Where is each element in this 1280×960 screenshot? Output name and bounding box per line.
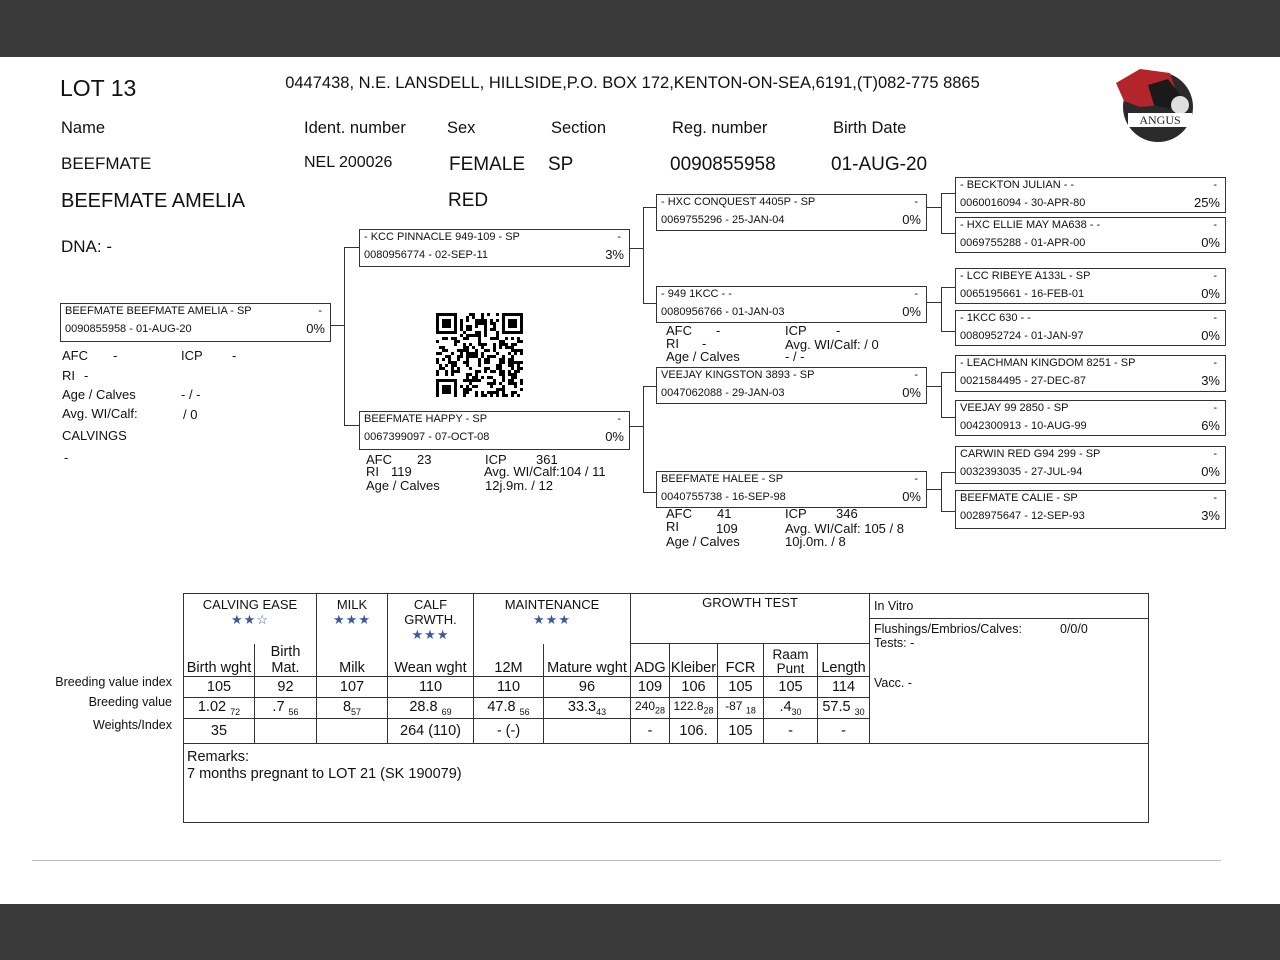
dam-ri-value: 119 bbox=[391, 464, 412, 479]
ggp-title: VEEJAY 99 2850 - SP bbox=[960, 402, 1069, 414]
weight-cell: - (-) bbox=[474, 718, 544, 743]
footer-divider bbox=[32, 860, 1221, 861]
connector bbox=[941, 193, 942, 233]
connector bbox=[926, 302, 941, 303]
ggp-title: - BECKTON JULIAN - - bbox=[960, 179, 1075, 191]
col-header: Birth wght bbox=[184, 644, 255, 677]
row-label-weights: Weights/Index bbox=[93, 718, 172, 732]
weight-cell: - bbox=[764, 718, 818, 743]
connector bbox=[926, 489, 941, 490]
group-label: MILK bbox=[336, 597, 368, 612]
connector bbox=[643, 386, 644, 492]
connector bbox=[926, 386, 941, 387]
logo-text: ANGUS bbox=[1139, 113, 1181, 127]
col-header: Birth Mat. bbox=[255, 644, 317, 677]
bv-accuracy: 30 bbox=[854, 706, 865, 717]
weight-cell: 35 bbox=[184, 718, 255, 743]
lot-number: LOT 13 bbox=[60, 75, 137, 101]
group-calving-ease bbox=[184, 594, 317, 644]
value-cell bbox=[718, 697, 764, 718]
col-header: Kleiber bbox=[670, 644, 718, 677]
star-rating: ★★☆ bbox=[231, 612, 269, 627]
remarks-text: 7 months pregnant to LOT 21 (SK 190079) bbox=[187, 765, 462, 782]
connector bbox=[941, 287, 955, 288]
bv-value: 8 bbox=[342, 698, 352, 715]
sire-pct: 3% bbox=[605, 247, 624, 262]
gp-pct: 0% bbox=[902, 304, 921, 319]
animal-section: SP bbox=[548, 154, 574, 175]
ggp-pct: 3% bbox=[1201, 373, 1220, 388]
bv-value: 47.8 bbox=[487, 698, 516, 715]
ri-value: - bbox=[84, 368, 89, 383]
age-value: - / - bbox=[181, 387, 201, 402]
connector bbox=[344, 247, 359, 248]
dam-icp-label: ICP bbox=[485, 452, 507, 467]
connector bbox=[941, 287, 942, 331]
gp-detail: 0047062088 - 29-JAN-03 bbox=[661, 387, 785, 399]
ggp-pct: 3% bbox=[1201, 508, 1220, 523]
animal-reg: 0090855958 bbox=[670, 154, 776, 175]
animal-name: BEEFMATE bbox=[61, 154, 152, 173]
breeder-address: 0447438, N.E. LANSDELL, HILLSIDE,P.O. BOX 172,KENTON-ON-SEA,6191,(T)082-775 8865 bbox=[285, 74, 980, 92]
ggp-detail: 0042300913 - 10-AUG-99 bbox=[960, 420, 1087, 432]
col-header: Raam Punt bbox=[764, 644, 818, 677]
bv-value: 1.02 bbox=[197, 698, 227, 715]
great-grandparent-box[interactable] bbox=[955, 217, 1226, 253]
ggp-title: - 1KCC 630 - - bbox=[960, 312, 1031, 324]
bv-value: .4 bbox=[779, 698, 792, 715]
value-cell bbox=[544, 697, 631, 718]
subject-pct: 0% bbox=[306, 321, 325, 336]
col-birth: Birth Date bbox=[833, 119, 907, 137]
breeding-value-table bbox=[183, 593, 1149, 823]
in-vitro-panel bbox=[870, 594, 1149, 744]
ggp-mark: - bbox=[1213, 357, 1217, 369]
ggp-title: - LEACHMAN KINGDOM 8251 - SP bbox=[960, 357, 1136, 369]
value-cell bbox=[764, 697, 818, 718]
flushings-value: 0/0/0 bbox=[1060, 622, 1088, 636]
wi-label: Avg. WI/Calf: bbox=[62, 406, 138, 421]
ggp-pct: 25% bbox=[1193, 195, 1220, 210]
ggp-mark: - bbox=[1213, 179, 1217, 191]
col-reg: Reg. number bbox=[672, 119, 768, 137]
ggp-title: BEEFMATE CALIE - SP bbox=[960, 492, 1078, 504]
bv-accuracy: 28 bbox=[703, 705, 714, 716]
group-label: CALF GRWTH. bbox=[404, 597, 457, 627]
ggp-mark: - bbox=[1213, 402, 1217, 414]
in-vitro-label: In Vitro bbox=[874, 599, 914, 613]
connector bbox=[941, 372, 942, 417]
great-grandparent-box[interactable] bbox=[955, 268, 1226, 304]
weight-cell: 106. bbox=[670, 718, 718, 743]
col-header: FCR bbox=[718, 644, 764, 677]
calvings-value: - bbox=[64, 450, 69, 465]
index-cell: 110 bbox=[474, 676, 544, 697]
ggp-title: - LCC RIBEYE A133L - SP bbox=[960, 270, 1091, 282]
gp-age-label: Age / Calves bbox=[666, 349, 740, 364]
top-frame bbox=[0, 0, 1280, 57]
gp-mark: - bbox=[914, 473, 918, 485]
connector bbox=[941, 372, 955, 373]
bottom-frame bbox=[0, 904, 1280, 960]
ggp-pct: 0% bbox=[1201, 235, 1220, 250]
value-cell bbox=[670, 697, 718, 718]
ggp-detail: 0069755288 - 01-APR-00 bbox=[960, 237, 1086, 249]
index-cell: 109 bbox=[631, 676, 670, 697]
col-sex: Sex bbox=[447, 119, 476, 137]
row-label-index: Breeding value index bbox=[55, 675, 172, 689]
pedigree-sheet bbox=[0, 57, 1280, 904]
weight-cell: 264 (110) bbox=[388, 718, 474, 743]
ggp-mark: - bbox=[1213, 448, 1217, 460]
subject-box[interactable] bbox=[60, 303, 331, 342]
index-cell: 105 bbox=[718, 676, 764, 697]
tests: Tests: - bbox=[874, 636, 915, 650]
animal-ident: NEL 200026 bbox=[304, 154, 393, 171]
subject-mark: - bbox=[318, 305, 322, 317]
connector bbox=[630, 248, 643, 249]
weight-cell: 105 bbox=[718, 718, 764, 743]
gp-afc-label: AFC bbox=[666, 323, 692, 338]
ggp-mark: - bbox=[1213, 270, 1217, 282]
star-rating: ★★★ bbox=[533, 612, 571, 627]
great-grandparent-box[interactable] bbox=[955, 177, 1226, 213]
dam-icp-value: 361 bbox=[536, 452, 558, 467]
dam-wi: Avg. WI/Calf:104 / 11 bbox=[484, 464, 606, 479]
gp-title: BEEFMATE HALEE - SP bbox=[661, 473, 784, 485]
gp-ri-label: RI bbox=[666, 519, 679, 534]
gp-ri-value: - bbox=[702, 336, 707, 351]
col-header: Milk bbox=[317, 644, 388, 677]
ggp-mark: - bbox=[1213, 492, 1217, 504]
great-grandparent-box[interactable] bbox=[955, 490, 1226, 529]
gp-mark: - bbox=[914, 288, 918, 300]
dam-afc-label: AFC bbox=[366, 452, 392, 467]
grandparent-box[interactable] bbox=[656, 194, 927, 231]
connector bbox=[344, 425, 359, 426]
great-grandparent-box[interactable] bbox=[955, 400, 1226, 436]
great-grandparent-box[interactable] bbox=[955, 355, 1226, 392]
bv-value: .7 bbox=[272, 698, 285, 715]
dam-mark: - bbox=[617, 413, 621, 425]
gp-mark: - bbox=[914, 369, 918, 381]
col-header: 12M bbox=[474, 644, 544, 677]
great-grandparent-box[interactable] bbox=[955, 310, 1226, 346]
grandparent-box[interactable] bbox=[656, 367, 927, 404]
gp-detail: 0040755738 - 16-SEP-98 bbox=[661, 491, 786, 503]
connector bbox=[941, 233, 955, 234]
bv-value: 28.8 bbox=[409, 698, 438, 715]
star-rating: ★★★ bbox=[411, 627, 450, 642]
value-cell bbox=[388, 697, 474, 718]
index-cell: 105 bbox=[184, 676, 255, 697]
gp-ri-label: RI bbox=[666, 336, 679, 351]
gp-title: - HXC CONQUEST 4405P - SP bbox=[661, 196, 816, 208]
animal-sex: FEMALE bbox=[449, 154, 526, 175]
col-header: ADG bbox=[631, 644, 670, 677]
ggp-detail: 0080952724 - 01-JAN-97 bbox=[960, 330, 1084, 342]
bv-accuracy: 69 bbox=[441, 706, 452, 717]
remarks-label: Remarks: bbox=[187, 748, 250, 765]
ggp-detail: 0060016094 - 30-APR-80 bbox=[960, 197, 1086, 209]
bv-accuracy: 28 bbox=[655, 705, 666, 716]
connector bbox=[330, 325, 344, 326]
weight-cell bbox=[255, 718, 317, 743]
animal-color: RED bbox=[448, 190, 489, 211]
gp-icp-value: - bbox=[836, 323, 841, 338]
qr-code bbox=[436, 313, 524, 397]
ggp-pct: 6% bbox=[1201, 418, 1220, 433]
weight-cell bbox=[544, 718, 631, 743]
bv-accuracy: 57 bbox=[351, 706, 362, 717]
afc-label: AFC bbox=[62, 348, 88, 363]
value-cell bbox=[631, 697, 670, 718]
bv-accuracy: 30 bbox=[791, 706, 802, 717]
bv-accuracy: 43 bbox=[596, 706, 607, 717]
gp-title: VEEJAY KINGSTON 3893 - SP bbox=[661, 369, 815, 381]
group-growth-test bbox=[631, 594, 870, 644]
group-label: GROWTH TEST bbox=[702, 595, 798, 610]
connector bbox=[941, 511, 955, 512]
weight-cell: - bbox=[818, 718, 870, 743]
gp-title: - 949 1KCC - - bbox=[661, 288, 732, 300]
ggp-pct: 0% bbox=[1201, 464, 1220, 479]
gp-detail: 0069755296 - 25-JAN-04 bbox=[661, 214, 785, 226]
index-cell: 92 bbox=[255, 676, 317, 697]
index-cell: 114 bbox=[818, 676, 870, 697]
animal-full-name: BEEFMATE AMELIA bbox=[61, 190, 246, 212]
gp-age-value: - / - bbox=[785, 349, 805, 364]
star-rating: ★★★ bbox=[333, 612, 371, 627]
col-ident: Ident. number bbox=[304, 119, 406, 137]
dam-pct: 0% bbox=[605, 429, 624, 444]
weight-cell bbox=[317, 718, 388, 743]
sire-box[interactable] bbox=[359, 229, 630, 267]
gp-icp-label: ICP bbox=[785, 323, 807, 338]
icp-label: ICP bbox=[181, 348, 203, 363]
flushings-label: Flushings/Embrios/Calves: bbox=[874, 622, 1022, 636]
animal-birth: 01-AUG-20 bbox=[831, 154, 928, 175]
subject-title: BEEFMATE BEEFMATE AMELIA - SP bbox=[65, 305, 252, 317]
col-name: Name bbox=[61, 119, 106, 137]
grandparent-box[interactable] bbox=[656, 471, 927, 508]
connector bbox=[643, 207, 656, 208]
weight-cell: - bbox=[631, 718, 670, 743]
dam-ri-label: RI bbox=[366, 464, 379, 479]
value-cell bbox=[317, 697, 388, 718]
gp-pct: 0% bbox=[902, 385, 921, 400]
gp-wi: Avg. WI/Calf: 105 / 8 bbox=[785, 521, 904, 536]
animal-dna: DNA: - bbox=[61, 237, 112, 256]
calvings-label: CALVINGS bbox=[62, 428, 127, 443]
value-cell bbox=[818, 697, 870, 718]
subject-detail: 0090855958 - 01-AUG-20 bbox=[65, 323, 192, 335]
ggp-pct: 0% bbox=[1201, 328, 1220, 343]
connector bbox=[643, 492, 656, 493]
group-milk bbox=[317, 594, 388, 644]
gp-icp-value: 346 bbox=[836, 506, 858, 521]
value-cell bbox=[184, 697, 255, 718]
group-label: MAINTENANCE bbox=[504, 597, 600, 612]
bv-accuracy: 56 bbox=[519, 706, 530, 717]
dam-age-value: 12j.9m. / 12 bbox=[485, 478, 553, 493]
bv-value: 122.8 bbox=[673, 699, 704, 714]
afc-value: - bbox=[113, 348, 118, 363]
great-grandparent-box[interactable] bbox=[955, 446, 1226, 484]
sire-title: - KCC PINNACLE 949-109 - SP bbox=[364, 231, 520, 243]
gp-age-label: Age / Calves bbox=[666, 534, 740, 549]
gp-icp-label: ICP bbox=[785, 506, 807, 521]
connector bbox=[941, 417, 955, 418]
ggp-detail: 0021584495 - 27-DEC-87 bbox=[960, 375, 1086, 387]
grandparent-box[interactable] bbox=[656, 286, 927, 323]
gp-detail: 0080956766 - 01-JAN-03 bbox=[661, 306, 785, 318]
gp-ri-value: 109 bbox=[716, 521, 738, 536]
group-calf-growth bbox=[388, 594, 474, 644]
ggp-title: - HXC ELLIE MAY MA638 - - bbox=[960, 219, 1101, 231]
row-label-value: Breeding value bbox=[88, 695, 172, 709]
connector bbox=[643, 386, 656, 387]
index-cell: 107 bbox=[317, 676, 388, 697]
connector bbox=[941, 331, 955, 332]
connector bbox=[941, 193, 955, 194]
angus-logo bbox=[1110, 65, 1196, 145]
bv-value: 240 bbox=[634, 699, 655, 714]
bv-accuracy: 56 bbox=[288, 706, 299, 717]
bv-value: 33.3 bbox=[567, 698, 597, 715]
dam-detail: 0067399097 - 07-OCT-08 bbox=[364, 431, 490, 443]
col-header: Wean wght bbox=[388, 644, 474, 677]
dam-title: BEEFMATE HAPPY - SP bbox=[364, 413, 488, 425]
value-cell bbox=[474, 697, 544, 718]
connector bbox=[344, 247, 345, 425]
col-header: Mature wght bbox=[544, 644, 631, 677]
index-cell: 105 bbox=[764, 676, 818, 697]
connector bbox=[643, 303, 656, 304]
gp-pct: 0% bbox=[902, 212, 921, 227]
ggp-mark: - bbox=[1213, 312, 1217, 324]
ggp-mark: - bbox=[1213, 219, 1217, 231]
gp-mark: - bbox=[914, 196, 918, 208]
sire-mark: - bbox=[617, 231, 621, 243]
vaccination: Vacc. - bbox=[874, 676, 912, 690]
sire-detail: 0080956774 - 02-SEP-11 bbox=[364, 249, 488, 261]
wi-value: / 0 bbox=[183, 407, 198, 422]
index-cell: 96 bbox=[544, 676, 631, 697]
gp-afc-label: AFC bbox=[666, 506, 692, 521]
index-cell: 110 bbox=[388, 676, 474, 697]
value-cell bbox=[255, 697, 317, 718]
ggp-detail: 0032393035 - 27-JUL-94 bbox=[960, 466, 1083, 478]
bv-accuracy: 18 bbox=[745, 705, 756, 716]
bv-accuracy: 72 bbox=[230, 706, 241, 717]
group-maintenance bbox=[474, 594, 631, 644]
connector bbox=[941, 472, 955, 473]
ggp-title: CARWIN RED G94 299 - SP bbox=[960, 448, 1101, 460]
ggp-detail: 0065195661 - 16-FEB-01 bbox=[960, 288, 1085, 300]
dam-age-label: Age / Calves bbox=[366, 478, 440, 493]
connector bbox=[941, 472, 942, 511]
group-label: CALVING EASE bbox=[202, 597, 298, 612]
index-cell: 106 bbox=[670, 676, 718, 697]
ri-label: RI bbox=[62, 368, 75, 383]
bv-value: -87 bbox=[725, 699, 743, 714]
gp-wi: Avg. WI/Calf: / 0 bbox=[785, 337, 879, 352]
col-header: Length bbox=[818, 644, 870, 677]
gp-afc-value: - bbox=[716, 323, 721, 338]
connector bbox=[643, 207, 644, 303]
bv-value: 57.5 bbox=[822, 698, 851, 715]
connector bbox=[926, 207, 941, 208]
gp-afc-value: 41 bbox=[717, 506, 732, 521]
gp-age-value: 10j.0m. / 8 bbox=[785, 534, 846, 549]
gp-pct: 0% bbox=[902, 489, 921, 504]
remarks-box bbox=[184, 743, 1149, 822]
age-label: Age / Calves bbox=[62, 387, 136, 402]
ggp-detail: 0028975647 - 12-SEP-93 bbox=[960, 510, 1085, 522]
col-section: Section bbox=[551, 119, 607, 137]
connector bbox=[630, 426, 643, 427]
dam-afc-value: 23 bbox=[417, 452, 432, 467]
ggp-pct: 0% bbox=[1201, 286, 1220, 301]
dam-box[interactable] bbox=[359, 411, 630, 450]
icp-value: - bbox=[232, 348, 237, 363]
